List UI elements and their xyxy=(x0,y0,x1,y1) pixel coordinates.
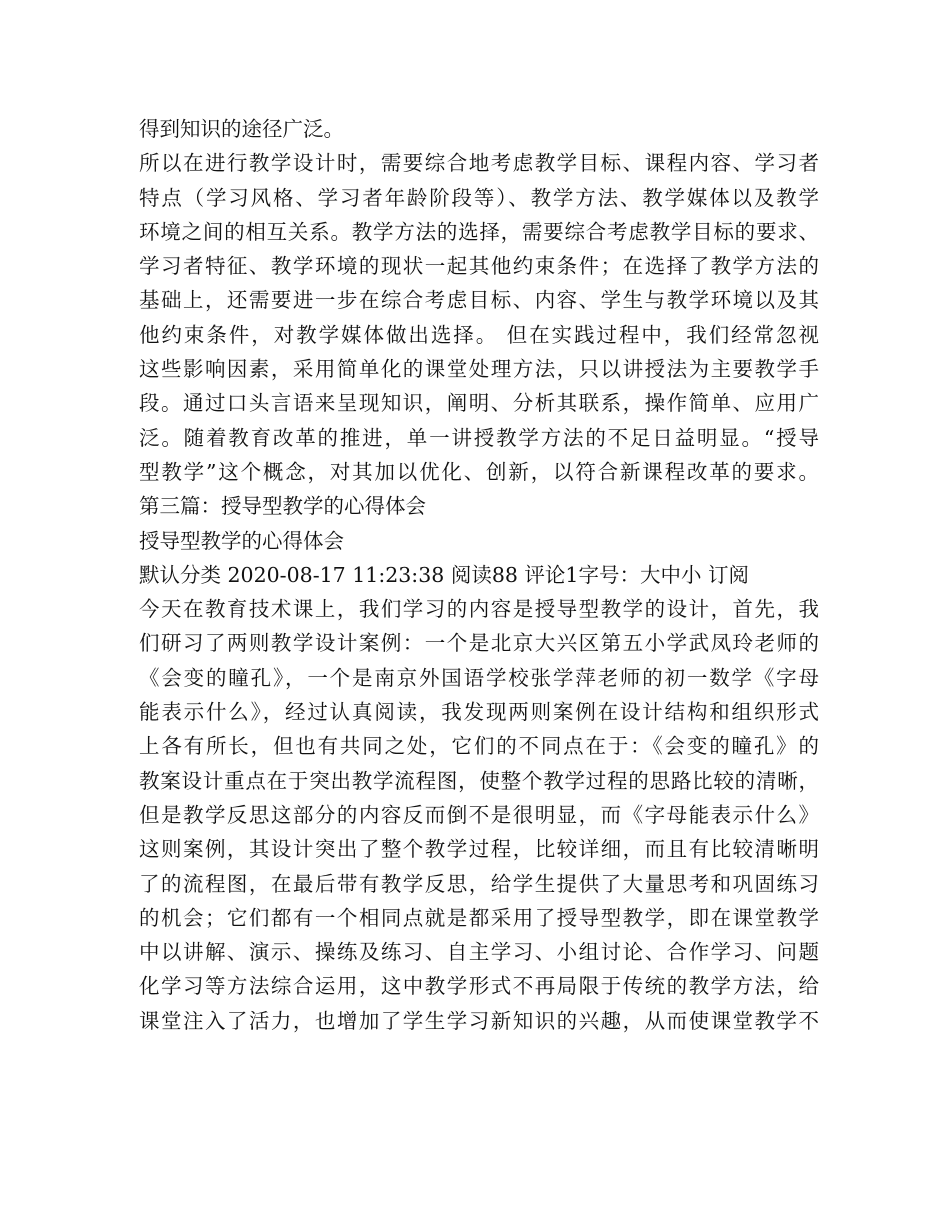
article-meta: 默认分类 2020-08-17 11:23:38 阅读88 评论1字号：大中小 订阅 xyxy=(139,562,749,587)
text-line: 课堂注入了活力，也增加了学生学习新知识的兴趣，从而使课堂教学不 xyxy=(139,1008,819,1033)
text-line: 《会变的瞳孔》，一个是南京外国语学校张学萍老师的初一数学《字母 xyxy=(139,665,819,690)
text-line: 他约束条件，对教学媒体做出选择。 但在实践过程中，我们经常忽视 xyxy=(139,322,819,347)
text-line: 型教学”这个概念，对其加以优化、创新，以符合新课程改革的要求。 xyxy=(139,459,819,484)
text-line: 泛。随着教育改革的推进，单一讲授教学方法的不足日益明显。“授导 xyxy=(139,425,819,450)
text-line: 教案设计重点在于突出教学流程图，使整个教学过程的思路比较的清晰， xyxy=(139,768,819,793)
text-line: 中以讲解、演示、操练及练习、自主学习、小组讨论、合作学习、问题 xyxy=(139,940,819,965)
text-line: 化学习等方法综合运用，这中教学形式不再局限于传统的教学方法，给 xyxy=(139,974,819,999)
text-line: 这些影响因素，采用简单化的课堂处理方法，只以讲授法为主要教学手 xyxy=(139,357,819,382)
text-line: 能表示什么》，经过认真阅读，我发现两则案例在设计结构和组织形式 xyxy=(139,700,819,725)
text-line: 这则案例，其设计突出了整个教学过程，比较详细，而且有比较清晰明 xyxy=(139,837,819,862)
text-line: 特点（学习风格、学习者年龄阶段等）、教学方法、教学媒体以及教学 xyxy=(139,185,819,210)
text-line: 段。通过口头言语来呈现知识，阐明、分析其联系，操作简单、应用广 xyxy=(139,391,819,416)
text-line: 学习者特征、教学环境的现状一起其他约束条件；在选择了教学方法的 xyxy=(139,254,819,279)
text-line: 基础上，还需要进一步在综合考虑目标、内容、学生与教学环境以及其 xyxy=(139,288,819,313)
text-line: 环境之间的相互关系。教学方法的选择，需要综合考虑教学目标的要求、 xyxy=(139,219,819,244)
text-line: 了的流程图，在最后带有教学反思，给学生提供了大量思考和巩固练习 xyxy=(139,871,819,896)
text-line: 但是教学反思这部分的内容反而倒不是很明显，而《字母能表示什么》 xyxy=(139,802,819,827)
text-line: 今天在教育技术课上，我们学习的内容是授导型教学的设计，首先，我 xyxy=(139,597,819,622)
text-line: 所以在进行教学设计时，需要综合地考虑教学目标、课程内容、学习者 xyxy=(139,151,819,176)
text-line: 得到知识的途径广泛。 xyxy=(139,117,344,141)
document-body xyxy=(139,112,819,1038)
article-title: 授导型教学的心得体会 xyxy=(139,528,344,553)
text-line: 的机会；它们都有一个相同点就是都采用了授导型教学，即在课堂教学 xyxy=(139,905,819,930)
text-line: 上各有所长，但也有共同之处，它们的不同点在于：《会变的瞳孔》的 xyxy=(139,734,819,759)
section-heading: 第三篇：授导型教学的心得体会 xyxy=(139,494,426,519)
text-line: 们研习了两则教学设计案例：一个是北京大兴区第五小学武凤玲老师的 xyxy=(139,631,819,656)
